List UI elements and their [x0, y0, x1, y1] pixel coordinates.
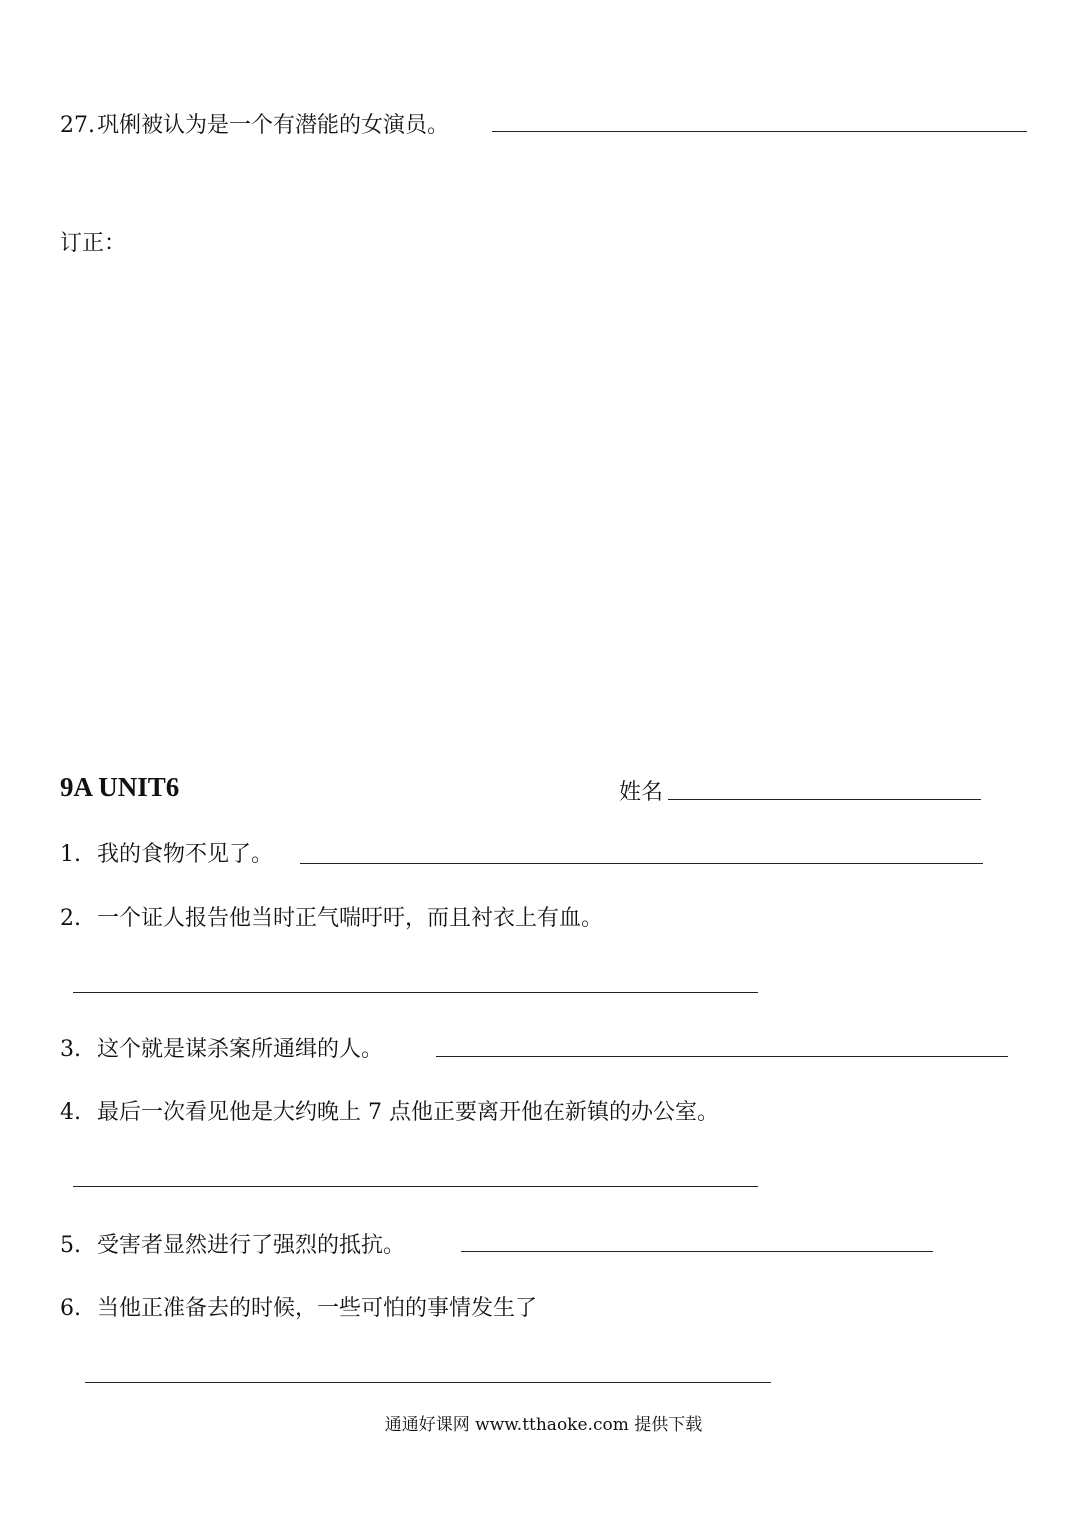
question-number: 5. — [60, 1233, 81, 1258]
unit-title: 9A UNIT6 — [60, 772, 180, 802]
name-blank[interactable] — [668, 799, 981, 800]
answer-blank-27[interactable] — [492, 131, 1027, 132]
answer-blank-5[interactable] — [461, 1251, 933, 1252]
question-number: 4. — [60, 1100, 81, 1125]
footer-credit: 通通好课网 www.tthaoke.com 提供下载 — [384, 1415, 703, 1435]
question-number: 2. — [60, 906, 81, 931]
question-number: 27. — [60, 113, 95, 138]
question-number: 3. — [60, 1037, 81, 1062]
question-text: 我的食物不见了。 — [97, 842, 274, 867]
name-label: 姓名 — [619, 780, 664, 805]
question-text: 这个就是谋杀案所通缉的人。 — [97, 1037, 384, 1062]
question-text: 一个证人报告他当时正气喘吁吁，而且衬衣上有血。 — [97, 906, 604, 931]
question-text: 巩俐被认为是一个有潜能的女演员。 — [97, 113, 450, 138]
answer-blank-4[interactable] — [73, 1186, 758, 1187]
answer-blank-1[interactable] — [300, 863, 983, 864]
answer-blank-6[interactable] — [85, 1382, 771, 1383]
question-text: 受害者显然进行了强烈的抵抗。 — [97, 1233, 406, 1258]
question-number: 6. — [60, 1296, 81, 1321]
answer-blank-2[interactable] — [73, 992, 758, 993]
question-text: 最后一次看见他是大约晚上 7 点他正要离开他在新镇的办公室。 — [97, 1100, 719, 1125]
correction-label: 订正： — [60, 231, 127, 256]
question-number: 1. — [60, 842, 81, 867]
question-text: 当他正准备去的时候，一些可怕的事情发生了 — [97, 1296, 538, 1321]
answer-blank-3[interactable] — [436, 1056, 1008, 1057]
